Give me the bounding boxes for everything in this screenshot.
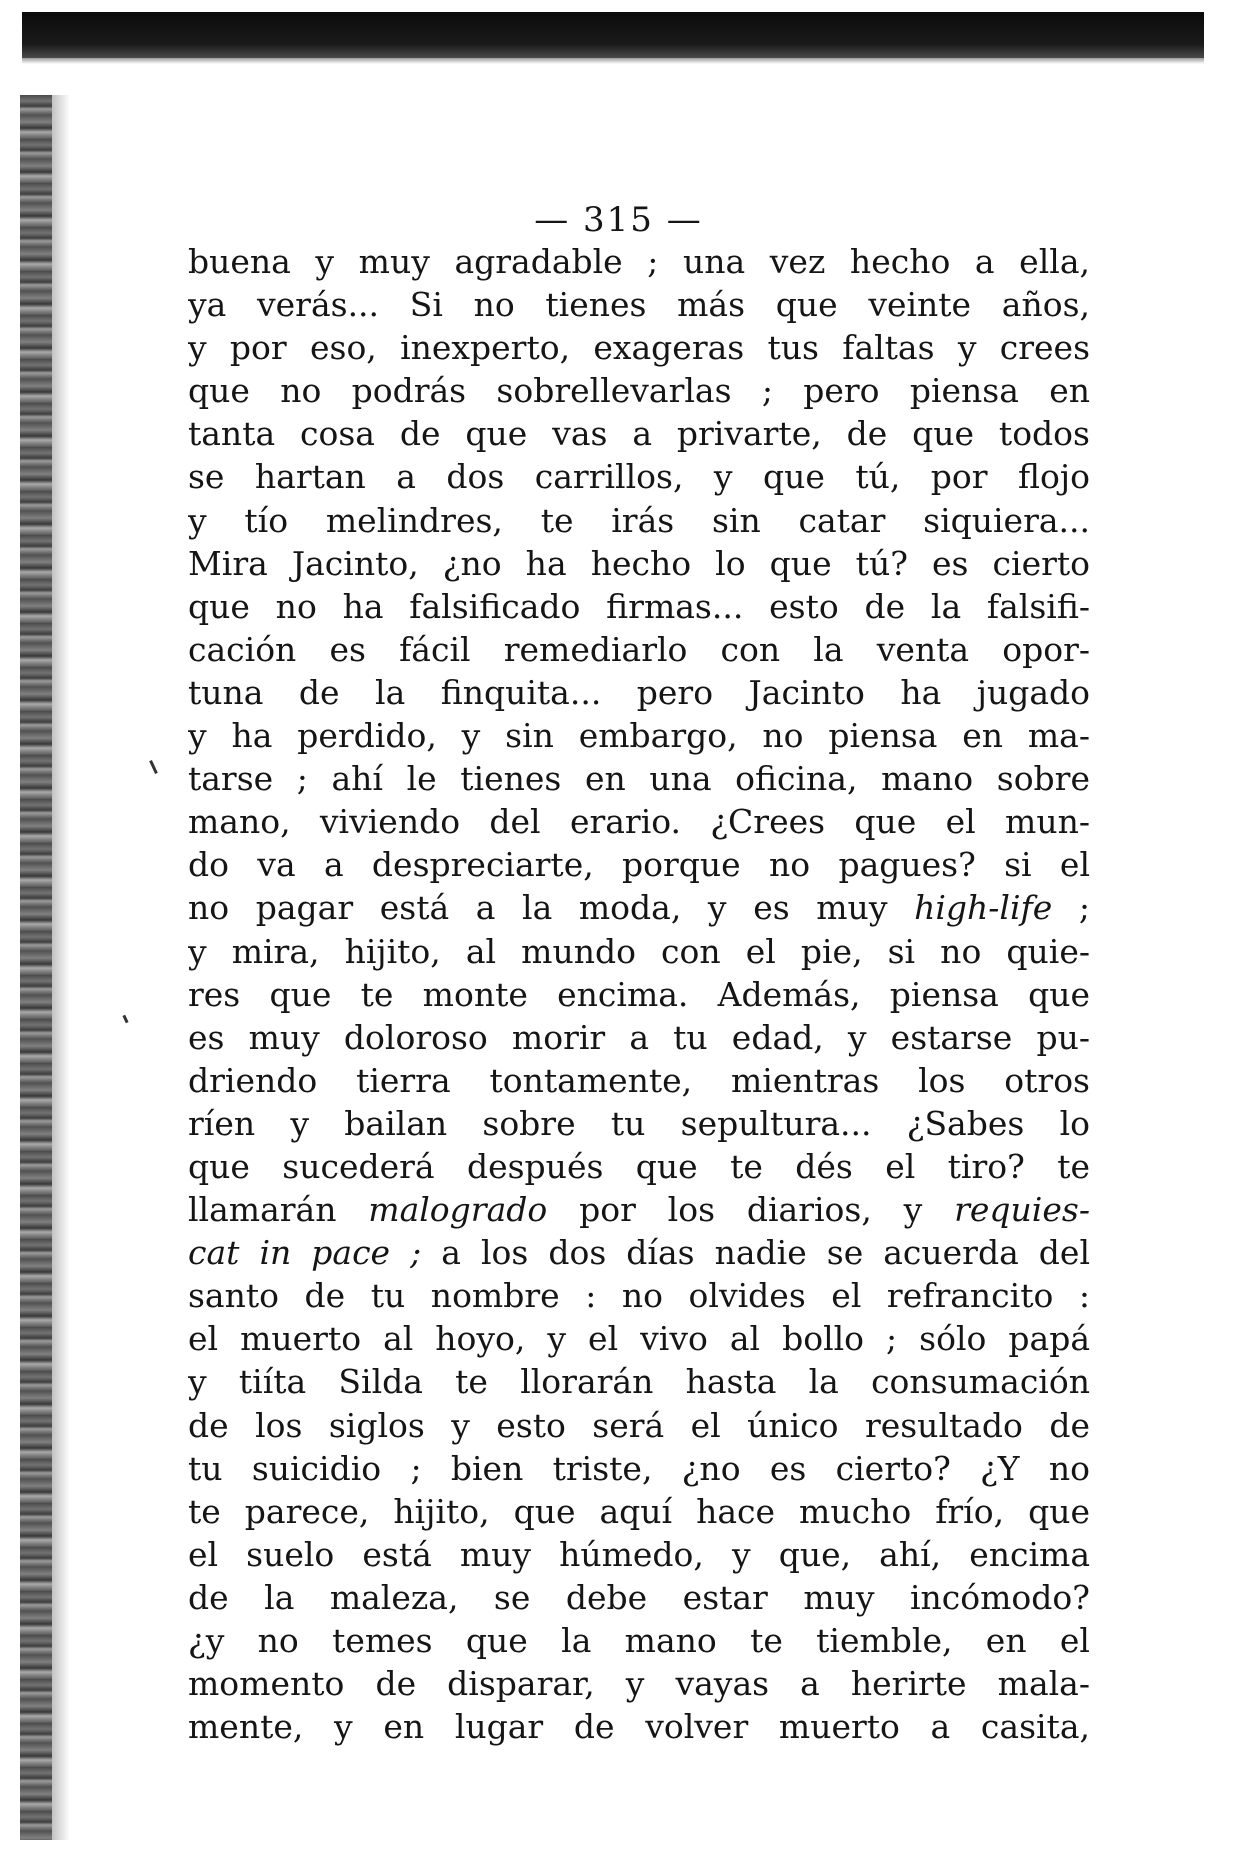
italic-phrase: cat in pace ; xyxy=(188,1233,422,1273)
text-line: ríen y bailan sobre tu sepultura... ¿Sabes lo xyxy=(188,1103,1090,1143)
page-number: — 315 — xyxy=(534,200,703,240)
text-line-with-italic: no pagar está a la moda, y es muy high-life ; xyxy=(188,888,1090,928)
text-line: te parece, hijito, que aquí hace mucho frío, que xyxy=(188,1491,1090,1531)
text-line: ¿y no temes que la mano te tiemble, en el xyxy=(188,1621,1090,1660)
italic-phrase: malogrado xyxy=(368,1190,548,1230)
text-line: mente, y en lugar de volver muerto a casita, xyxy=(188,1707,1090,1747)
text-line-with-italic: cat in pace ; a los dos días nadie se acuerda del xyxy=(188,1233,1090,1273)
text-line: de los siglos y esto será el único resultado de xyxy=(188,1405,1090,1445)
text-line: el muerto al hoyo, y el vivo al bollo ; sólo papá xyxy=(188,1319,1090,1359)
text-line: es muy doloroso morir a tu edad, y estarse pu- xyxy=(188,1017,1090,1057)
text-line: tuna de la finquita... pero Jacinto ha jugado xyxy=(188,672,1090,712)
text-line: do va a despreciarte, porque no pagues? si el xyxy=(188,845,1090,885)
text-line: buena y muy agradable ; una vez hecho a ella, xyxy=(188,242,1090,281)
text-line: tu suicidio ; bien triste, ¿no es cierto? ¿Y no xyxy=(188,1448,1090,1488)
text-line: se hartan a dos carrillos, y que tú, por flojo xyxy=(188,457,1090,497)
text-line: mano, viviendo del erario. ¿Crees que el mun- xyxy=(188,802,1090,842)
text-line: momento de disparar, y vayas a herirte mala- xyxy=(188,1664,1090,1704)
text-line: que no podrás sobrellevarlas ; pero piensa en xyxy=(188,371,1090,411)
text-line-with-italic: llamarán malogrado por los diarios, y requies- xyxy=(188,1190,1090,1230)
scan-binding-edge xyxy=(20,95,52,1840)
stray-ink-mark xyxy=(122,1015,128,1024)
text-line: tanta cosa de que vas a privarte, de que todos xyxy=(188,414,1090,454)
text-line: cación es fácil remediarlo con la venta opor- xyxy=(188,629,1090,669)
text-line: res que te monte encima. Además, piensa que xyxy=(188,974,1090,1014)
text-line: el suelo está muy húmedo, y que, ahí, encima xyxy=(188,1534,1090,1574)
scan-top-band xyxy=(22,12,1204,58)
text-line: santo de tu nombre : no olvides el refrancito : xyxy=(188,1276,1090,1316)
italic-phrase: requies- xyxy=(954,1190,1090,1230)
text-line: y ha perdido, y sin embargo, no piensa en ma- xyxy=(188,716,1090,756)
text-line: y por eso, inexperto, exageras tus faltas y crees xyxy=(188,328,1090,368)
body-text xyxy=(188,240,1090,1748)
scan-binding-shadow xyxy=(52,95,70,1840)
text-line: de la maleza, se debe estar muy incómodo? xyxy=(188,1577,1090,1617)
text-line: y tiíta Silda te llorarán hasta la consumación xyxy=(188,1362,1090,1402)
text-line: y tío melindres, te irás sin catar siquiera... xyxy=(188,500,1090,540)
text-line: ya verás... Si no tienes más que veinte años, xyxy=(188,285,1090,325)
italic-phrase: high-life xyxy=(914,888,1053,928)
text-line: que sucederá después que te dés el tiro? te xyxy=(188,1146,1090,1186)
stray-ink-mark xyxy=(149,760,158,774)
text-line: driendo tierra tontamente, mientras los otros xyxy=(188,1060,1090,1100)
text-line: que no ha falsificado firmas... esto de la falsifi- xyxy=(188,586,1090,626)
text-line: tarse ; ahí le tienes en una oficina, mano sobre xyxy=(188,759,1090,799)
text-line: y mira, hijito, al mundo con el pie, si no quie- xyxy=(188,931,1090,971)
text-line: Mira Jacinto, ¿no ha hecho lo que tú? es cierto xyxy=(188,543,1090,583)
